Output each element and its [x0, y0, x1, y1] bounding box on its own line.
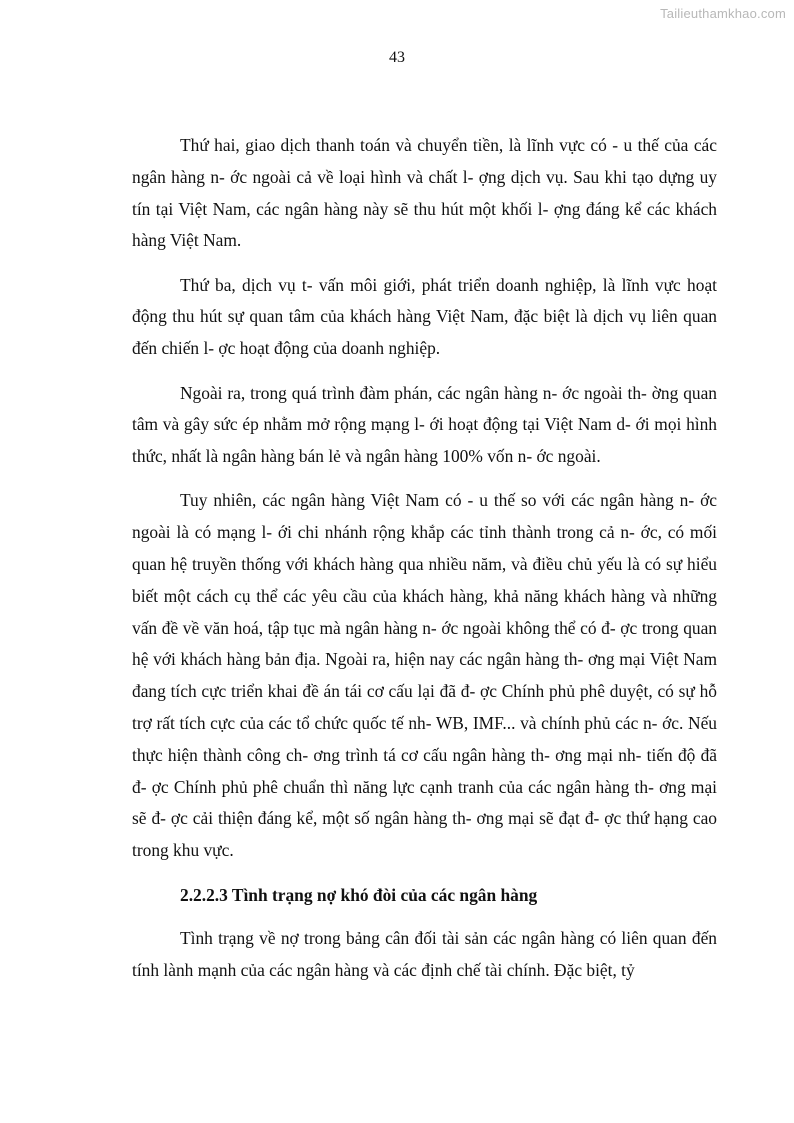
paragraph: Tuy nhiên, các ngân hàng Việt Nam có - u thế so với các ngân hàng n- ớc ngoài là có mạng l- ới chi nhánh rộng khắp các tỉnh thành trong cả n- ớc, có mối quan hệ truyền thống với khách hàng qua nhiều năm, và điều chủ yếu là có sự hiểu biết một cách cụ thể các yêu cầu của khách hàng, khả năng khách hàng và những vấn đề về văn hoá, tập tục mà ngân hàng n- ớc ngoài không thể có đ- ợc trong quan hệ với khách hàng bản địa. Ngoài ra, hiện nay các ngân hàng th- ơng mại Việt Nam đang tích cực triển khai đề án tái cơ cấu lại đã đ- ợc Chính phủ phê duyệt, có sự hỗ trợ rất tích cực của các tổ chức quốc tế nh- WB, IMF... và chính phủ các n- ớc. Nếu thực hiện thành công ch- ơng trình tá cơ cấu ngân hàng th- ơng mại nh- tiến độ đã đ- ợc Chính phủ phê chuẩn thì năng lực cạnh tranh của các ngân hàng th- ơng mại sẽ đ- ợc cải thiện đáng kể, một số ngân hàng th- ơng mại sẽ đạt đ- ợc thứ hạng cao trong khu vực.: [132, 490, 717, 861]
watermark: Tailieuthamkhao.com: [660, 6, 786, 21]
page-number: 43: [389, 49, 405, 66]
document-body: [132, 130, 717, 999]
paragraph: Thứ ba, dịch vụ t- vấn môi giới, phát triển doanh nghiệp, là lĩnh vực hoạt động thu hút sự quan tâm của khách hàng Việt Nam, đặc biệt là dịch vụ liên quan đến chiến l- ợc hoạt động của doanh nghiệp.: [132, 274, 717, 359]
paragraph: Tình trạng về nợ trong bảng cân đối tài sản các ngân hàng có liên quan đến tính lành mạnh của các ngân hàng và các định chế tài chính. Đặc biệt, tỷ: [132, 928, 717, 981]
paragraph: Thứ hai, giao dịch thanh toán và chuyển tiền, là lĩnh vực có - u thế của các ngân hàng n- ớc ngoài cả về loại hình và chất l- ợng dịch vụ. Sau khi tạo dựng uy tín tại Việt Nam, các ngân hàng này sẽ thu hút một khối l- ợng đáng kể các khách hàng Việt Nam.: [132, 135, 717, 251]
section-heading: 2.2.2.3 Tình trạng nợ khó đòi của các ngân hàng: [180, 884, 538, 905]
paragraph: Ngoài ra, trong quá trình đàm phán, các ngân hàng n- ớc ngoài th- ờng quan tâm và gây sức ép nhằm mở rộng mạng l- ới hoạt động tại Việt Nam d- ới mọi hình thức, nhất là ngân hàng bán lẻ và ngân hàng 100% vốn n- ớc ngoài.: [132, 382, 717, 467]
